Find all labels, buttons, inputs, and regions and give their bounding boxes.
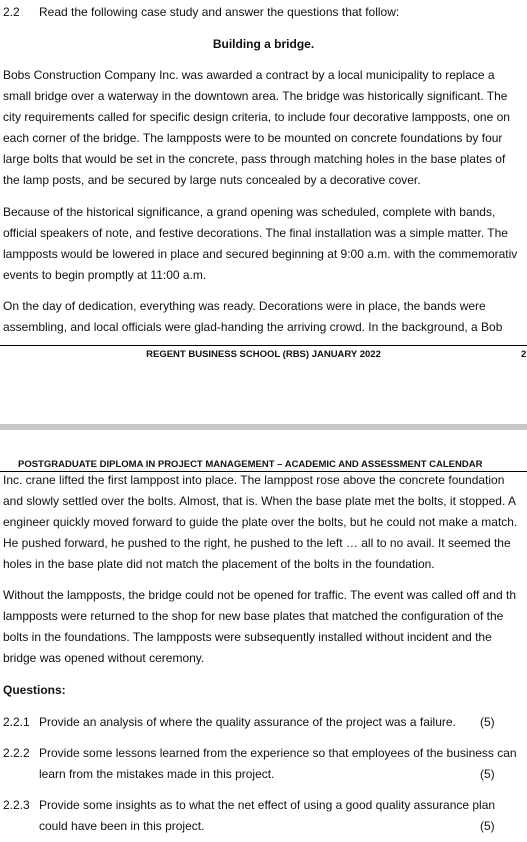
question-text: Provide some lessons learned from the experience so that employees of the business can [39,746,517,760]
question-number: 2.2.1 [3,715,30,729]
paragraph-line: assembling, and local officials were glad-handing the arriving crowd. In the background, a Bob [3,320,503,334]
questions-heading: Questions: [3,683,66,697]
question-text: Provide some insights as to what the net effect of using a good quality assurance plan [39,798,496,812]
paragraph-line: small bridge over a waterway in the downtown area. The bridge was historically significant. The [3,89,508,103]
paragraph-line: events to begin promptly at 11:00 a.m. [3,268,207,282]
paragraph-line: Bobs Construction Company Inc. was awarded a contract by a local municipality to replace a [3,68,495,82]
question-text: learn from the mistakes made in this project. [39,767,275,781]
paragraph-line: large bolts that would be set in the concrete, pass through matching holes in the base plates of [3,152,506,166]
paragraph-line: city requirements called for specific design criteria, to include four decorative lampposts, one on [3,110,510,124]
footer-rule [0,345,527,346]
intro-number: 2.2 [3,5,20,19]
question-number: 2.2.3 [3,798,30,812]
intro-text: Read the following case study and answer the questions that follow: [39,5,400,19]
case-study-title: Building a bridge. [212,37,315,51]
question-number: 2.2.2 [3,746,30,760]
paragraph-line: bridge was opened without ceremony. [3,651,205,665]
paragraph-line: the lamp posts, and be secured by large nuts concealed by a decorative cover. [3,173,421,187]
question-text: Provide an analysis of where the quality assurance of the project was a failure. [39,715,456,729]
paragraph-line: official speakers of note, and festive decorations. The final installation was a simple matter. The [3,226,508,240]
paragraph-line: Because of the historical significance, a grand opening was scheduled, complete with bands, [3,205,496,219]
question-marks: (5) [480,819,495,833]
paragraph-line: and slowly settled over the bolts. Almost, that is. When the base plate met the bolts, it stopped. A [3,494,516,508]
paragraph-line: holes in the base plate did not match the placement of the bolts in the foundation. [3,557,435,571]
paragraph-line: He pushed forward, he pushed to the right, he pushed to the left … all to no avail. It seemed the [3,536,511,550]
page-break [0,424,527,430]
paragraph-line: engineer quickly moved forward to guide the plate over the bolts, but he could not make a match. [3,515,518,529]
paragraph-line: bolts in the foundations. The lampposts were subsequently installed without incident and the [3,630,492,644]
question-text: could have been in this project. [39,819,205,833]
paragraph-line: Inc. crane lifted the first lamppost into place. The lamppost rose above the concrete foundation [3,473,505,487]
paragraph-line: lampposts would be lowered in place and secured beginning at 9:00 a.m. with the commemorativ [3,247,518,261]
page-number: 2 [521,349,527,360]
paragraph-line: On the day of dedication, everything was ready. Decorations were in place, the bands were [3,299,486,313]
paragraph-line: each corner of the bridge. The lampposts were to be mounted on concrete foundations by four [3,131,503,145]
paragraph-line: Without the lampposts, the bridge could not be opened for traffic. The event was called off and th [3,588,516,602]
question-marks: (5) [480,767,495,781]
page-footer: REGENT BUSINESS SCHOOL (RBS) JANUARY 2022 [146,349,381,360]
paragraph-line: lampposts were returned to the shop for new base plates that matched the configuration of the [3,609,504,623]
page-header: POSTGRADUATE DIPLOMA IN PROJECT MANAGEMENT – ACADEMIC AND ASSESSMENT CALENDAR [18,459,483,470]
question-marks: (5) [480,715,495,729]
